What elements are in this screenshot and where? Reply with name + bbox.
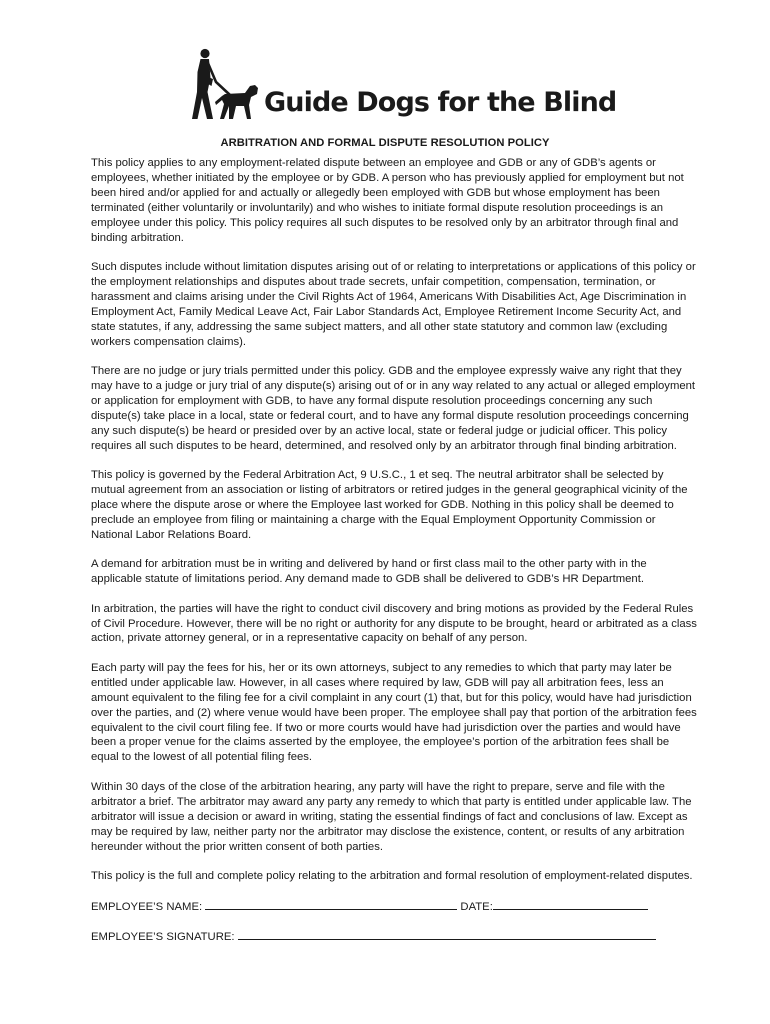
- policy-paragraph: This policy applies to any employment-related dispute between an employee and GDB or any of GDB’s agents or employees, whether initiated by the employee or by GDB. A person who has previously applied for employment but not been hired and/or applied for and actually or allegedly been employed with GDB but whose employment has been terminated (either voluntarily or involuntarily) and who wishes to initiate formal dispute resolution proceedings is an employee under this policy. This policy requires all such disputes to be resolved only by an arbitrator through final and binding arbitration.: [91, 157, 684, 244]
- date-field[interactable]: [493, 899, 648, 910]
- policy-paragraph: Within 30 days of the close of the arbitration hearing, any party will have the right to prepare, serve and file with the arbitrator a brief. The arbitrator may award any party any remedy to which that party is entitled under applicable law. The arbitrator will issue a decision or award in writing, stating the essential findings of fact and conclusions of law. Except as may be required by law, neither party nor the arbitrator may disclose the existence, content, or results of any arbitration hereunder without the prior written consent of both parties.: [91, 780, 692, 853]
- document-body: [91, 156, 697, 960]
- employee-signature-field[interactable]: [238, 929, 656, 940]
- policy-paragraph: This policy is governed by the Federal Arbitration Act, 9 U.S.C., 1 et seq. The neutral arbitrator shall be selected by mutual agreement from an association or listing of arbitrators or retired judges in the general geographical vicinity of the place where the dispute arose or where the Employee last worked for GDB. Nothing in this policy shall be deemed to preclude an employee from filing or maintaining a charge with the Equal Employment Opportunity Commission or National Labor Relations Board.: [91, 469, 688, 541]
- employee-name-field[interactable]: [205, 899, 457, 910]
- person-with-guide-dog-icon: [192, 48, 262, 120]
- policy-paragraph: Such disputes include without limitation disputes arising out of or relating to interpretations or applications of this policy or the employment relationships and disputes about trade secrets, unfair competition, compensation, termination, or harassment and claims arising under the Civil Rights Act of 1964, Americans With Disabilities Act, Age Discrimination in Employment Act, Family Medical Leave Act, Fair Labor Standards Act, Employee Retirement Income Security Act, and state statutes, if any, addressing the same subject matters, and all other state statutory and common law (excluding workers compensation claims).: [91, 261, 696, 348]
- employee-signature-label: EMPLOYEE’S SIGNATURE:: [91, 931, 235, 943]
- name-date-row: [91, 899, 697, 915]
- logo-wordmark: Guide Dogs for the Blind: [264, 87, 617, 118]
- policy-paragraph: This policy is the full and complete policy relating to the arbitration and formal resolution of employment-related disputes.: [91, 870, 693, 882]
- policy-paragraph: Each party will pay the fees for his, her or its own attorneys, subject to any remedies to which that party may later be entitled under applicable law. However, in all cases where required by law, GDB will pay all arbitration fees, less an amount equivalent to the filing fee for a civil complaint in any court (1) that, but for this policy, would have had jurisdiction over the parties, and (2) where venue would have been proper. The employee shall pay that portion of the arbitration fees equivalent to the civil court filing fee. If two or more courts would have had jurisdiction over the parties and would have been a proper venue for the claims asserted by the employee, the employee’s portion of the arbitration fees shall be equal to the lowest of all potential filing fees.: [91, 661, 697, 764]
- policy-paragraph: In arbitration, the parties will have the right to conduct civil discovery and bring motions as provided by the Federal Rules of Civil Procedure. However, there will be no right or authority for any dispute to be brought, heard or arbitrated as a class action, private attorney general, or in a representative capacity on behalf of any person.: [91, 602, 697, 645]
- policy-paragraph: There are no judge or jury trials permitted under this policy. GDB and the employee expressly waive any right that they may have to a judge or jury trial of any dispute(s) arising out of or in any way related to any actual or alleged employment or application for employment with GDB, to have any formal dispute resolution proceedings concerning any such dispute(s) take place in a local, state or federal court, and to have any formal dispute resolution proceedings concerning any such dispute(s) be heard or presided over by an active local, state or federal judge or judicial officer. This policy requires all such disputes to be heard, determined, and resolved only by an arbitrator through final binding arbitration.: [91, 365, 696, 452]
- document-title: ARBITRATION AND FORMAL DISPUTE RESOLUTION POLICY: [220, 137, 550, 149]
- signature-row: [91, 929, 697, 945]
- employee-name-label: EMPLOYEE’S NAME:: [91, 900, 203, 913]
- policy-paragraph: A demand for arbitration must be in writing and delivered by hand or first class mail to the other party with in the applicable statute of limitations period. Any demand made to GDB shall be delivered to GDB’s HR Department.: [91, 558, 647, 586]
- gdb-logo: [192, 44, 617, 120]
- date-label: DATE:: [460, 900, 493, 913]
